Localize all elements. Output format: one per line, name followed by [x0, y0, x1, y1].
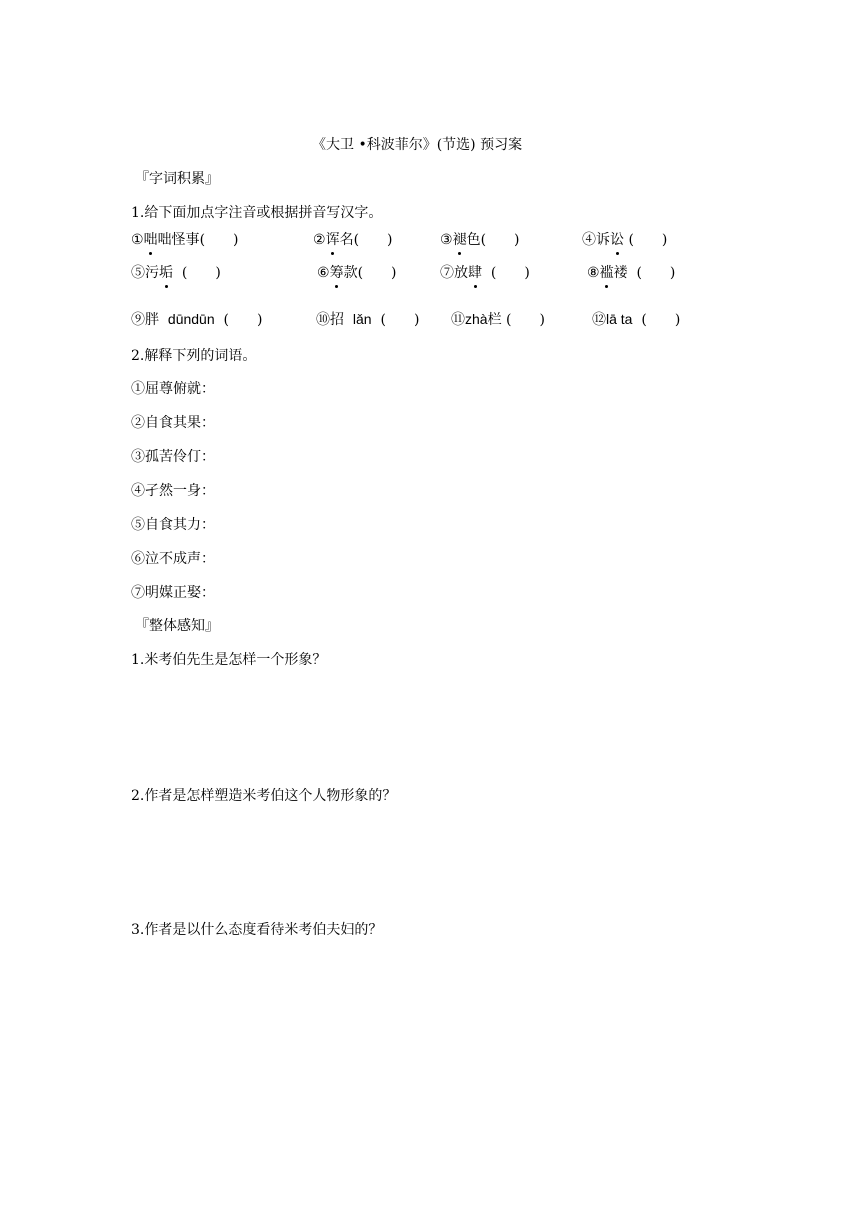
answer-blank: ( ) — [490, 265, 530, 281]
section-heading-vocabulary: 『字词积累』 — [135, 171, 219, 187]
answer-blank: ( ) — [480, 232, 520, 248]
dotted-char: 讼 — [610, 232, 624, 248]
pinyin-item-10: ⑩招 lǎn ( ) — [316, 311, 420, 328]
dotted-char: 褴 — [599, 265, 614, 281]
pinyin-text: lā ta — [606, 311, 633, 327]
dotted-char: 诨 — [325, 232, 340, 248]
answer-blank: ( ) — [641, 312, 681, 328]
pinyin-item-6: ⑥筹款( ) — [317, 265, 397, 281]
question-2-prompt: 2.解释下列的词语。 — [131, 348, 257, 364]
pinyin-text: zhà — [465, 311, 488, 327]
page-title: 《大卫 •科波菲尔》(节选) 预习案 — [312, 137, 523, 153]
pinyin-item-9: ⑨胖 dūndūn ( ) — [131, 311, 263, 328]
answer-blank: ( ) — [506, 312, 545, 328]
pinyin-text: dūndūn — [167, 311, 215, 327]
pinyin-item-8: ⑧褴褛 ( ) — [587, 265, 676, 281]
pinyin-item-2: ②诨名( ) — [313, 232, 393, 248]
dotted-char: 筹 — [329, 265, 344, 281]
term-item: ①屈尊俯就： — [131, 381, 215, 397]
section-heading-overview: 『整体感知』 — [135, 618, 219, 634]
overview-question-2: 2.作者是怎样塑造米考伯这个人物形象的？ — [131, 788, 397, 804]
pinyin-item-3: ③褪色( ) — [440, 232, 520, 248]
pinyin-item-1: ①咄咄怪事( ) — [131, 232, 239, 248]
pinyin-item-11: ⑪zhà栏 ( ) — [451, 311, 545, 328]
term-item: ⑤自食其力： — [131, 517, 215, 533]
dotted-char: 咄 — [143, 232, 158, 248]
term-item: ③孤苦伶仃： — [131, 449, 215, 465]
pinyin-text: lǎn — [352, 311, 372, 327]
question-1-prompt: 1.给下面加点字注音或根据拼音写汉字。 — [131, 205, 383, 221]
pinyin-item-4: ④诉讼 ( ) — [582, 232, 668, 248]
term-item: ②自食其果： — [131, 415, 215, 431]
answer-blank: ( ) — [181, 265, 221, 281]
answer-blank: ( ) — [380, 312, 420, 328]
overview-question-1: 1.米考伯先生是怎样一个形象？ — [131, 652, 327, 668]
answer-blank: ( ) — [357, 265, 397, 281]
pinyin-item-12: ⑫lā ta ( ) — [592, 311, 681, 328]
dotted-char: 肆 — [468, 265, 482, 281]
answer-blank: ( ) — [223, 312, 263, 328]
term-item: ④孑然一身： — [131, 483, 215, 499]
answer-blank: ( ) — [636, 265, 676, 281]
overview-question-3: 3.作者是以什么态度看待米考伯夫妇的？ — [131, 922, 383, 938]
term-item: ⑦明媒正娶： — [131, 585, 215, 601]
dotted-char: 褪 — [452, 232, 467, 248]
answer-blank: ( ) — [628, 232, 668, 248]
answer-blank: ( ) — [199, 232, 239, 248]
pinyin-item-5: ⑤污垢 ( ) — [131, 265, 221, 281]
dotted-char: 垢 — [159, 265, 173, 281]
pinyin-item-7: ⑦放肆 ( ) — [440, 265, 530, 281]
term-item: ⑥泣不成声： — [131, 551, 215, 567]
answer-blank: ( ) — [353, 232, 393, 248]
